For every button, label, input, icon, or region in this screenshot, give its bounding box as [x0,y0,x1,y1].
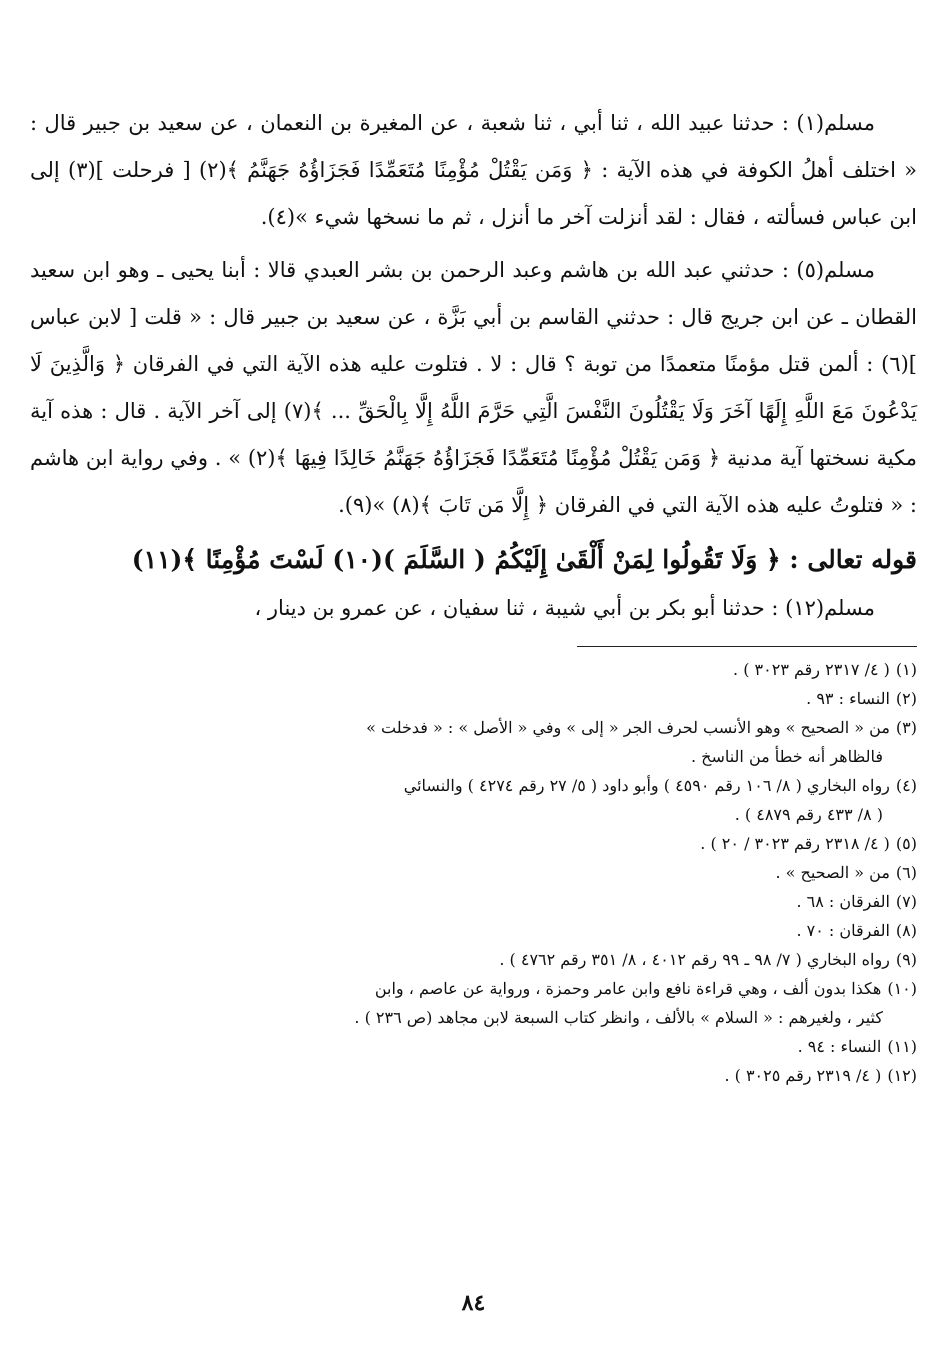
footnote-text: ( ٤/ ٢٣١٩ رقم ٣٠٢٥ ) . [724,1066,882,1085]
footnote [30,974,917,1003]
footnote [30,771,917,800]
footnote-text: ( ٤/ ٢٣١٧ رقم ٣٠٢٣ ) . [733,660,890,679]
paragraph-1: مسلم(١) : حدثنا عبيد الله ، ثنا أبي ، ثنا شعبة ، عن المغيرة بن النعمان ، عن سعيد بن جبير قال : « اختلف أهلُ الكوفة في هذه الآية : ﴿ وَمَن يَقْتُلْ مُؤْمِنًا مُتَعَمِّدًا فَجَزَاؤُهُ جَهَنَّمُ ﴾(٢) [ فرحلت ](٣) إلى ابن عباس فسألته ، فقال : لقد أنزلت آخر ما أنزل ، ثم ما نسخها شيء »(٤). [30,111,918,229]
footnote [30,684,917,713]
main-text [30,100,917,529]
footnote-divider [577,646,917,647]
footnote [30,916,917,945]
footnotes [30,655,917,1090]
footnote [30,655,917,684]
footnote-text: من « الصحيح » . [775,863,890,882]
footnote-continuation: فالظاهر أنه خطأ من الناسخ . [690,747,883,766]
paragraph-2: مسلم(٥) : حدثني عبد الله بن هاشم وعبد الرحمن بن بشر العبدي قالا : أبنا يحيى ـ وهو ابن سعيد القطان ـ عن ابن جريج قال : حدثني القاسم بن أبي بَزَّة ، عن سعيد بن جبير قال : « قلت [ لابن عباس ](٦) : ألمن قتل مؤمنًا متعمدًا من توبة ؟ قال : لا . فتلوت عليه هذه الآية التي في الفرقان ﴿ وَالَّذِينَ لَا يَدْعُونَ مَعَ اللَّهِ إِلَهًا آخَرَ وَلَا يَقْتُلُونَ النَّفْسَ الَّتِي حَرَّمَ اللَّهُ إِلَّا بِالْحَقِّ ... ﴾(٧) إلى آخر الآية . قال : هذه آية مكية نسختها آية مدنية ﴿ وَمَن يَقْتُلْ مُؤْمِنًا مُتَعَمِّدًا فَجَزَاؤُهُ جَهَنَّمُ خَالِدًا فِيهَا ﴾(٢) » . وفي رواية ابن هاشم : « فتلوتُ عليه هذه الآية التي في الفرقان ﴿ إِلَّا مَن تَابَ ﴾(٨) »(٩). [30,258,917,517]
footnote-number: (٦) [895,863,917,882]
footnote-number: (١) [895,660,917,679]
section-heading: قوله تعالى : ﴿ وَلَا تَقُولُوا لِمَنْ أَلْقَىٰ إِلَيْكُمُ ( السَّلَمَ )(١٠) لَسْتَ مُؤْمِنًا ﴾(١١) [131,545,917,574]
footnote-number: (١٠) [887,979,917,998]
footnote-text: النساء : ٩٣ . [806,689,890,708]
footnote-number: (٣) [895,718,917,737]
footnote-number: (٥) [895,834,917,853]
footnote-text: من « الصحيح » وهو الأنسب لحرف الجر « إلى » وفي « الأصل » : « فدخلت » [366,718,890,737]
footnote-number: (١١) [887,1037,917,1056]
footnote [30,1061,917,1090]
footnote-text: رواه البخاري ( ٧/ ٩٨ ـ ٩٩ رقم ٤٠١٢ ، ٨/ ٣٥١ رقم ٤٧٦٢ ) . [499,950,890,969]
footnote-continuation: كثير ، ولغيرهم : « السلام » بالألف ، وانظر كتاب السبعة لابن مجاهد (ص ٢٣٦ ) . [354,1008,883,1027]
footnote [30,1032,917,1061]
footnote-number: (٧) [895,892,917,911]
page-number: ٨٤ [461,1290,486,1316]
footnote-text: هكذا بدون ألف ، وهي قراءة نافع وابن عامر وحمزة ، ورواية عن عاصم ، وابن [374,979,882,998]
footnote [30,829,917,858]
footnote-text: الفرقان : ٧٠ . [796,921,890,940]
main-text-continued [30,585,917,632]
footnote-text: النساء : ٩٤ . [797,1037,882,1056]
footnote [30,858,917,887]
footnote-number: (٩) [895,950,917,969]
footnote-continuation: ( ٨/ ٤٣٣ رقم ٤٨٧٩ ) . [734,805,883,824]
footnote [30,713,917,742]
footnote-number: (٨) [895,921,917,940]
footnote-text: ( ٤/ ٢٣١٨ رقم ٣٠٢٣ / ٢٠ ) . [700,834,890,853]
footnote-number: (٤) [895,776,917,795]
footnote [30,887,917,916]
footnote-text: الفرقان : ٦٨ . [796,892,890,911]
paragraph-3: مسلم(١٢) : حدثنا أبو بكر بن أبي شيبة ، ثنا سفيان ، عن عمرو بن دينار ، [254,596,875,620]
footnote [30,945,917,974]
footnote-number: (٢) [895,689,917,708]
footnote-number: (١٢) [887,1066,917,1085]
footnote-text: رواه البخاري ( ٨/ ١٠٦ رقم ٤٥٩٠ ) وأبو داود ( ٥/ ٢٧ رقم ٤٢٧٤ ) والنسائي [403,776,890,795]
